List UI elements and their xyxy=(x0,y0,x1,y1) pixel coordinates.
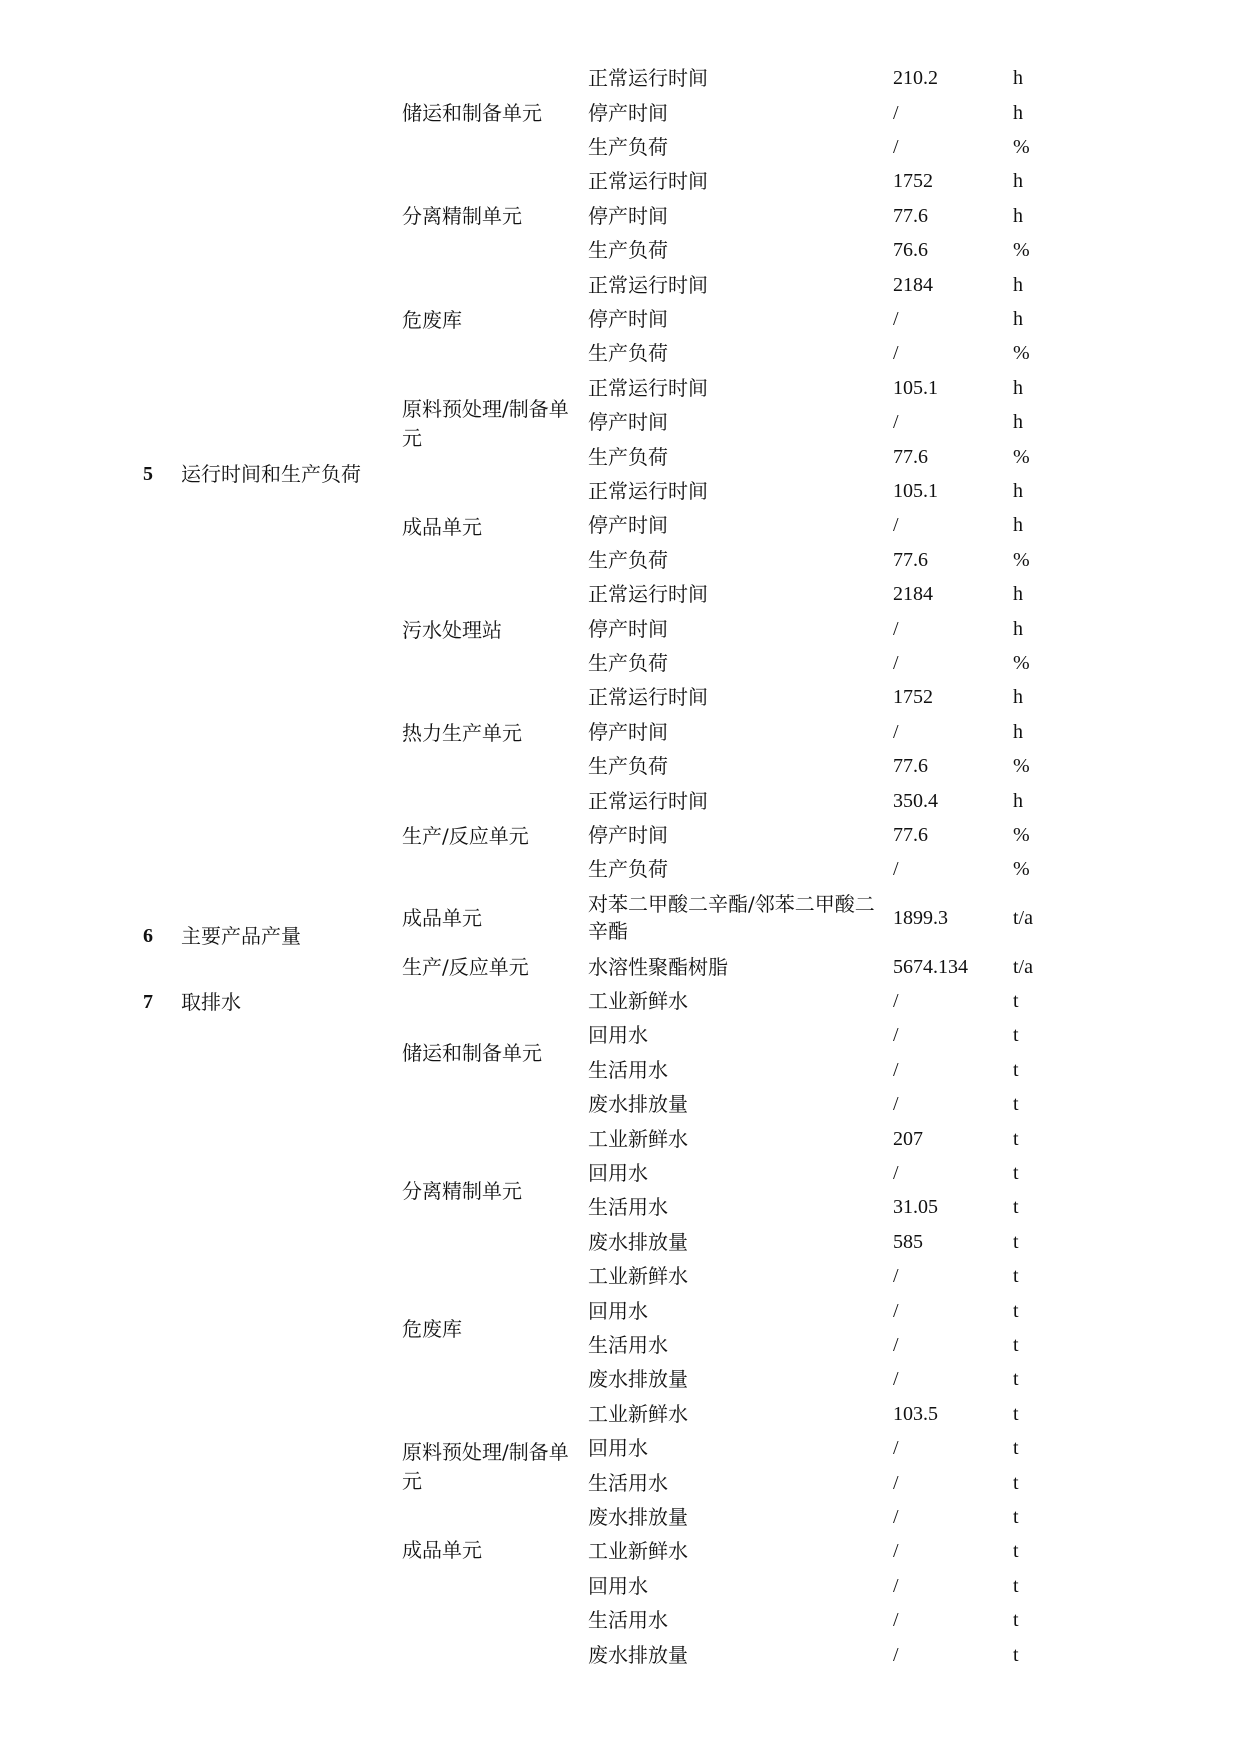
unit: t xyxy=(1013,1093,1019,1115)
section-title: 取排水 xyxy=(181,990,241,1014)
value: 350.4 xyxy=(893,790,938,812)
unit: t xyxy=(1013,1196,1019,1218)
item-label: 工业新鲜水 xyxy=(588,1402,688,1426)
unit-label: 储运和制备单元 xyxy=(402,101,542,125)
section-number: 6 xyxy=(143,925,153,947)
unit: t xyxy=(1013,1024,1019,1046)
item-label: 正常运行时间 xyxy=(588,169,708,193)
value: / xyxy=(893,1472,899,1494)
item-label: 生产负荷 xyxy=(588,857,668,881)
item-label: 工业新鲜水 xyxy=(588,1539,688,1563)
item-label: 废水排放量 xyxy=(588,1643,688,1667)
item-label: 工业新鲜水 xyxy=(588,1127,688,1151)
unit-label: 生产/反应单元 xyxy=(402,955,529,979)
value: 585 xyxy=(893,1231,923,1253)
item-label: 生产负荷 xyxy=(588,135,668,159)
value: / xyxy=(893,1300,899,1322)
item-label: 废水排放量 xyxy=(588,1230,688,1254)
value: / xyxy=(893,1506,899,1528)
unit: t xyxy=(1013,1437,1019,1459)
item-label: 停产时间 xyxy=(588,101,668,125)
value: / xyxy=(893,1265,899,1287)
unit: % xyxy=(1013,755,1030,777)
value: 5674.134 xyxy=(893,956,968,978)
value: / xyxy=(893,342,899,364)
unit: h xyxy=(1013,170,1023,192)
unit-label: 原料预处理/制备单元 xyxy=(402,1440,569,1493)
unit: t xyxy=(1013,1540,1019,1562)
value: / xyxy=(893,721,899,743)
unit: t xyxy=(1013,1334,1019,1356)
unit: t/a xyxy=(1013,956,1033,978)
unit-label: 原料预处理/制备单元 xyxy=(402,397,569,450)
item-label: 回用水 xyxy=(588,1574,648,1598)
item-label: 正常运行时间 xyxy=(588,479,708,503)
unit-label: 危废库 xyxy=(402,1317,462,1341)
item-label: 对苯二甲酸二辛酯/邻苯二甲酸二辛酯 xyxy=(588,892,875,943)
unit: h xyxy=(1013,480,1023,502)
value: 2184 xyxy=(893,274,933,296)
value: / xyxy=(893,514,899,536)
unit: t xyxy=(1013,1059,1019,1081)
value: / xyxy=(893,652,899,674)
item-label: 正常运行时间 xyxy=(588,66,708,90)
value: / xyxy=(893,1334,899,1356)
item-label: 工业新鲜水 xyxy=(588,989,688,1013)
item-label: 停产时间 xyxy=(588,410,668,434)
value: 103.5 xyxy=(893,1403,938,1425)
unit: t xyxy=(1013,1575,1019,1597)
item-label: 正常运行时间 xyxy=(588,273,708,297)
value: 77.6 xyxy=(893,549,928,571)
item-label: 废水排放量 xyxy=(588,1505,688,1529)
unit: t xyxy=(1013,1644,1019,1666)
item-label: 停产时间 xyxy=(588,720,668,744)
item-label: 生产负荷 xyxy=(588,754,668,778)
value: / xyxy=(893,1059,899,1081)
section-number: 5 xyxy=(143,463,153,485)
item-label: 生产负荷 xyxy=(588,651,668,675)
item-label: 生活用水 xyxy=(588,1058,668,1082)
unit: t xyxy=(1013,1128,1019,1150)
unit-label: 生产/反应单元 xyxy=(402,824,529,848)
value: / xyxy=(893,1609,899,1631)
value: 31.05 xyxy=(893,1196,938,1218)
unit: t xyxy=(1013,1162,1019,1184)
unit: t xyxy=(1013,1265,1019,1287)
value: / xyxy=(893,1644,899,1666)
unit-label: 污水处理站 xyxy=(402,618,502,642)
unit: t xyxy=(1013,1506,1019,1528)
value: 105.1 xyxy=(893,377,938,399)
value: / xyxy=(893,618,899,640)
item-label: 生产负荷 xyxy=(588,341,668,365)
item-label: 工业新鲜水 xyxy=(588,1264,688,1288)
item-label: 回用水 xyxy=(588,1436,648,1460)
value: / xyxy=(893,1162,899,1184)
item-label: 生产负荷 xyxy=(588,548,668,572)
item-label: 生活用水 xyxy=(588,1333,668,1357)
unit: % xyxy=(1013,239,1030,261)
unit-label: 成品单元 xyxy=(402,515,482,539)
item-label: 生产负荷 xyxy=(588,445,668,469)
value: 1752 xyxy=(893,170,933,192)
value: / xyxy=(893,1368,899,1390)
item-label: 回用水 xyxy=(588,1023,648,1047)
value: 77.6 xyxy=(893,205,928,227)
unit: h xyxy=(1013,583,1023,605)
item-label: 回用水 xyxy=(588,1299,648,1323)
item-label: 停产时间 xyxy=(588,617,668,641)
unit: t xyxy=(1013,1472,1019,1494)
unit-label: 热力生产单元 xyxy=(402,721,522,745)
value: 77.6 xyxy=(893,446,928,468)
unit: h xyxy=(1013,721,1023,743)
value: / xyxy=(893,1575,899,1597)
unit: h xyxy=(1013,618,1023,640)
item-label: 废水排放量 xyxy=(588,1367,688,1391)
value: 1752 xyxy=(893,686,933,708)
value: 1899.3 xyxy=(893,907,948,929)
value: 2184 xyxy=(893,583,933,605)
value: / xyxy=(893,1093,899,1115)
value: / xyxy=(893,136,899,158)
item-label: 正常运行时间 xyxy=(588,582,708,606)
value: 77.6 xyxy=(893,824,928,846)
unit: h xyxy=(1013,411,1023,433)
value: / xyxy=(893,990,899,1012)
unit: h xyxy=(1013,308,1023,330)
item-label: 正常运行时间 xyxy=(588,376,708,400)
item-label: 生活用水 xyxy=(588,1608,668,1632)
unit: h xyxy=(1013,790,1023,812)
item-label: 生产负荷 xyxy=(588,238,668,262)
item-label: 废水排放量 xyxy=(588,1092,688,1116)
unit: % xyxy=(1013,549,1030,571)
unit: h xyxy=(1013,514,1023,536)
unit-label: 分离精制单元 xyxy=(402,1179,522,1203)
unit-label: 危废库 xyxy=(402,308,462,332)
unit: % xyxy=(1013,446,1030,468)
unit: h xyxy=(1013,102,1023,124)
unit: t xyxy=(1013,1231,1019,1253)
item-label: 正常运行时间 xyxy=(588,789,708,813)
unit: % xyxy=(1013,342,1030,364)
item-label: 水溶性聚酯树脂 xyxy=(588,955,728,979)
value: 105.1 xyxy=(893,480,938,502)
item-label: 停产时间 xyxy=(588,204,668,228)
unit: h xyxy=(1013,67,1023,89)
unit-label: 成品单元 xyxy=(402,906,482,930)
unit: t xyxy=(1013,1403,1019,1425)
unit-label: 分离精制单元 xyxy=(402,204,522,228)
unit-label: 储运和制备单元 xyxy=(402,1041,542,1065)
value: / xyxy=(893,102,899,124)
value: / xyxy=(893,308,899,330)
value: 76.6 xyxy=(893,239,928,261)
value: 207 xyxy=(893,1128,923,1150)
item-label: 停产时间 xyxy=(588,307,668,331)
unit: t xyxy=(1013,990,1019,1012)
unit: h xyxy=(1013,205,1023,227)
value: / xyxy=(893,411,899,433)
value: 210.2 xyxy=(893,67,938,89)
unit: h xyxy=(1013,274,1023,296)
unit-label: 成品单元 xyxy=(402,1538,482,1562)
item-label: 回用水 xyxy=(588,1161,648,1185)
value: / xyxy=(893,1024,899,1046)
section-title: 运行时间和生产负荷 xyxy=(181,462,361,486)
unit: % xyxy=(1013,858,1030,880)
unit: h xyxy=(1013,686,1023,708)
value: / xyxy=(893,1540,899,1562)
item-label: 正常运行时间 xyxy=(588,685,708,709)
unit: h xyxy=(1013,377,1023,399)
item-label: 生活用水 xyxy=(588,1195,668,1219)
unit: t xyxy=(1013,1368,1019,1390)
item-label: 停产时间 xyxy=(588,823,668,847)
value: / xyxy=(893,1437,899,1459)
value: / xyxy=(893,858,899,880)
section-title: 主要产品产量 xyxy=(181,924,301,948)
unit: t xyxy=(1013,1609,1019,1631)
item-label: 生活用水 xyxy=(588,1471,668,1495)
unit: t/a xyxy=(1013,907,1033,929)
section-number: 7 xyxy=(143,991,153,1013)
unit: % xyxy=(1013,824,1030,846)
value: 77.6 xyxy=(893,755,928,777)
unit: % xyxy=(1013,652,1030,674)
unit: t xyxy=(1013,1300,1019,1322)
item-label: 停产时间 xyxy=(588,513,668,537)
unit: % xyxy=(1013,136,1030,158)
